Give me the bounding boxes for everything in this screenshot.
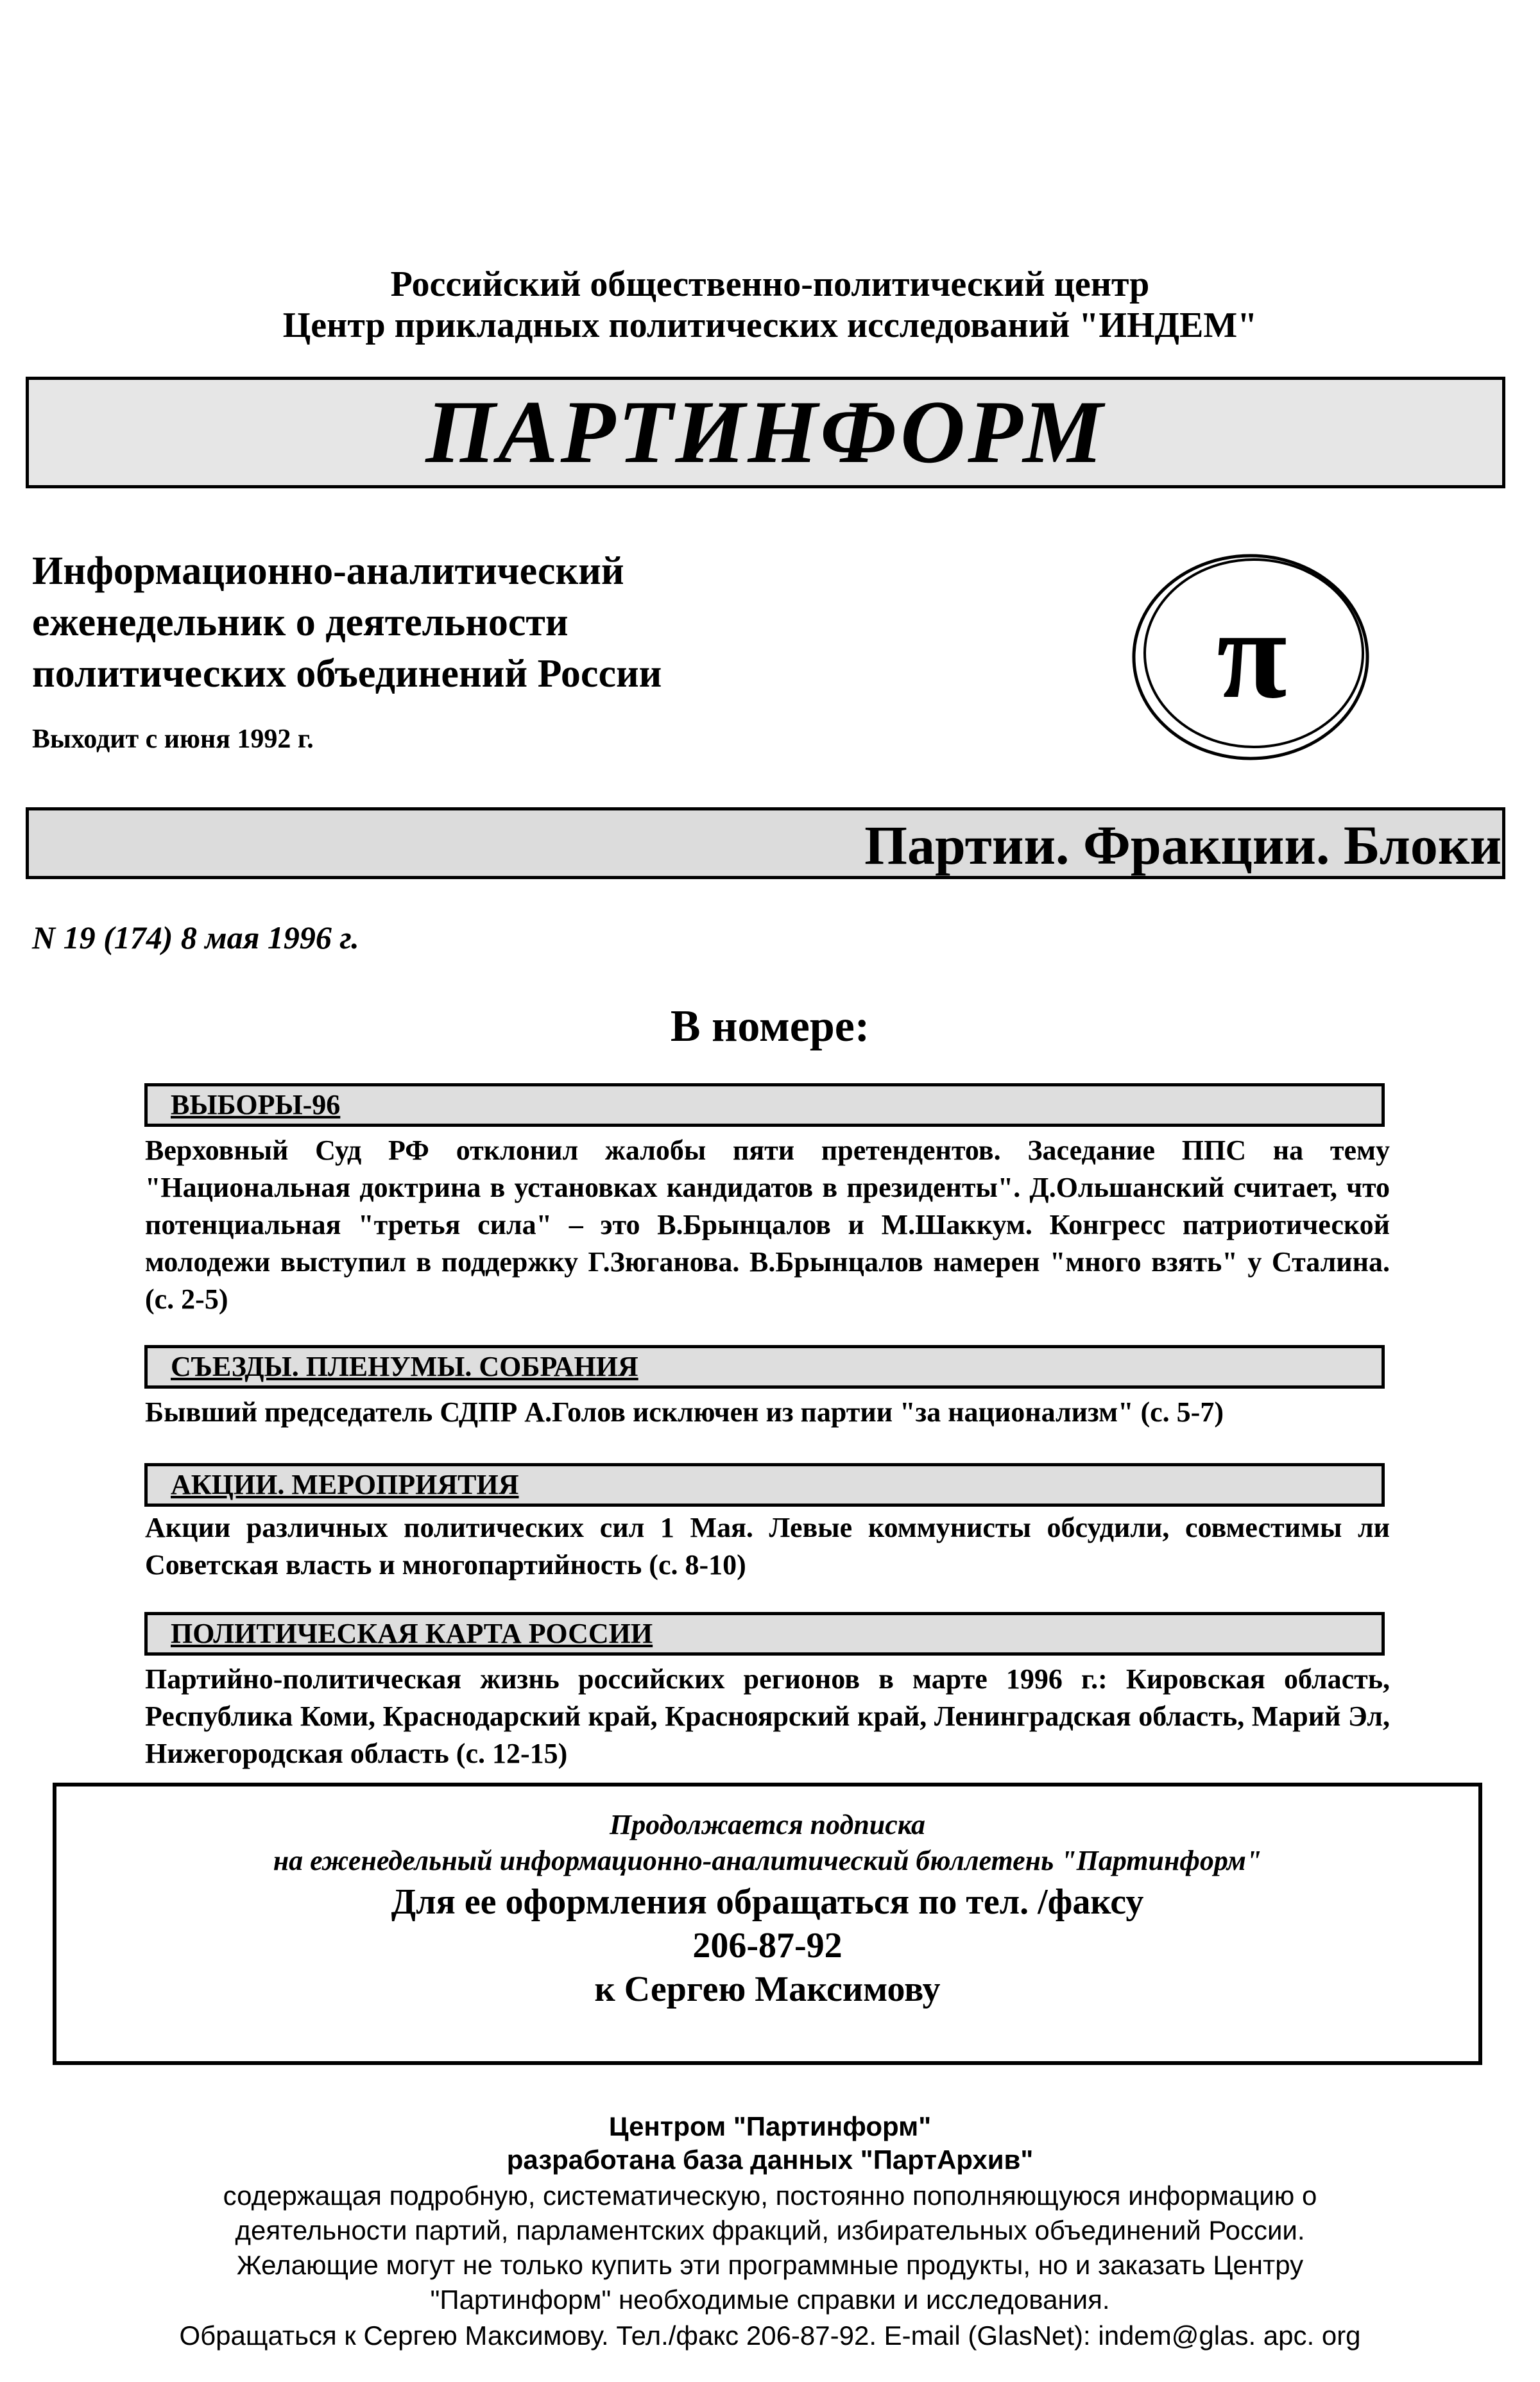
issue-number: N 19 (174) 8 мая 1996 г.	[32, 920, 359, 955]
description-line: Информационно-аналитический	[32, 549, 624, 593]
subscription-line-3: Для ее оформления обращаться по тел. /факсу	[391, 1882, 1144, 1922]
subscription-phone: 206-87-92	[692, 1926, 843, 1966]
footer-contact-line: Обращаться к Сергею Максимову. Тел./факс 206-87-92. E-mail (GlasNet): indem@glas. apc. org	[179, 2320, 1361, 2351]
pi-logo-icon	[1128, 551, 1376, 762]
description-line: еженедельник о деятельности	[32, 601, 569, 644]
rubric-text: Верховный Суд РФ отклонил жалобы пяти претендентов. Заседание ППС на тему "Национальная доктрина в установках кандидатов в президенты". Д.Ольшанский считает, что потенциальная "третья сила" – это В.Брынцалов и М.Шаккум. Конгресс патриотической молодежи выступил в поддержку Г.Зюганова. В.Брынцалов намерен "много взять" у Сталина. (с. 2-5)	[145, 1135, 1390, 1315]
rubric-text: Партийно-политическая жизнь российских регионов в марте 1996 г.: Кировская область, Республика Коми, Краснодарский край, Красноярский край, Ленинградская область, Марий Эл, Нижегородская область (с. 12-15)	[145, 1663, 1390, 1769]
footer-line-1: Центром "Партинформ"	[608, 2111, 932, 2141]
description-line: политических объединений России	[32, 652, 662, 696]
section-title: Партии. Фракции. Блоки	[864, 814, 1502, 876]
contents-heading: В номере:	[670, 1002, 870, 1051]
org-name-line-1: Российский общественно-политический центр	[390, 264, 1150, 304]
org-name-line-2: Центр прикладных политических исследований "ИНДЕМ"	[282, 305, 1258, 345]
footer-line-5: Желающие могут не только купить эти программные продукты, но и заказать Центру	[236, 2250, 1304, 2280]
rubric-text: Акции различных политических сил 1 Мая. Левые коммунисты обсудили, совместимы ли Советская власть и многопартийность (с. 8-10)	[145, 1512, 1390, 1581]
footer-line-6: "Партинформ" необходимые справки и исследования.	[430, 2284, 1110, 2315]
rubric-heading: ВЫБОРЫ-96	[144, 1083, 1385, 1127]
footer-line-2: разработана база данных "ПартАрхив"	[506, 2145, 1034, 2175]
subscription-line-1: Продолжается подписка	[609, 1809, 926, 1840]
logo-symbol: π	[1217, 583, 1287, 725]
footer-line-4: деятельности партий, парламентских фракций, избирательных объединений России.	[235, 2215, 1305, 2245]
rubric-heading: СЪЕЗДЫ. ПЛЕНУМЫ. СОБРАНИЯ	[144, 1345, 1385, 1389]
rubric-heading: АКЦИИ. МЕРОПРИЯТИЯ	[144, 1463, 1385, 1507]
rubric-text: Бывший председатель СДПР А.Голов исключен из партии "за национализм" (с. 5-7)	[145, 1396, 1224, 1428]
footer-line-3: содержащая подробную, систематическую, постоянно пополняющуюся информацию о	[223, 2181, 1317, 2211]
publication-since: Выходит с июня 1992 г.	[32, 724, 314, 754]
subscription-line-2: на еженедельный информационно-аналитический бюллетень "Партинформ"	[273, 1845, 1262, 1876]
masthead-title-box	[26, 377, 1505, 488]
rubric-heading: ПОЛИТИЧЕСКАЯ КАРТА РОССИИ	[144, 1612, 1385, 1656]
masthead-title: ПАРТИНФОРМ	[425, 382, 1106, 482]
subscription-contact: к Сергею Максимову	[594, 1969, 941, 2009]
publication-description	[32, 545, 866, 699]
